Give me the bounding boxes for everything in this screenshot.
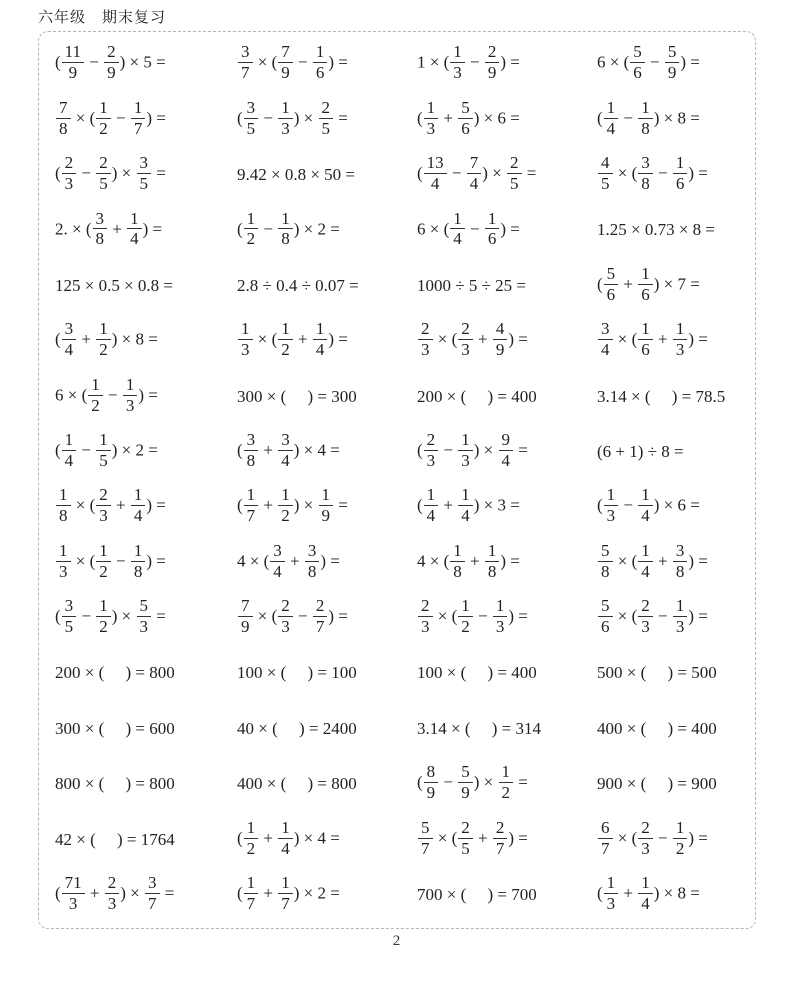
fraction: $\frac{1}{2}$ <box>244 210 259 249</box>
fraction: $\frac{1}{4}$ <box>62 431 77 470</box>
fraction: $\frac{5}{6}$ <box>630 43 645 82</box>
fraction: $\frac{2}{3}$ <box>418 597 433 636</box>
problem-cell-r8-c4: (6 + 1) ÷ 8 = <box>597 441 684 461</box>
fraction: $\frac{3}{5}$ <box>244 99 259 138</box>
fraction: $\frac{1}{3}$ <box>238 320 253 359</box>
problem-cell-r9-c1: $\frac{1}{8}$ × ( $\frac{2}{3}$ + $\frac{1}{4}$ ) = <box>55 487 237 526</box>
fraction: $\frac{5}{6}$ <box>604 265 619 304</box>
fraction: $\frac{1}{3}$ <box>450 43 465 82</box>
problem-cell-r14-c1: 800 × ( ) = 800 <box>55 774 175 794</box>
problem-cell-r1-c2: $\frac{3}{7}$ × ( $\frac{7}{9}$ − $\frac{1}{6}$ ) = <box>237 44 417 83</box>
problem-cell-r13-c3: 3.14 × ( ) = 314 <box>417 718 541 738</box>
fraction: $\frac{1}{2}$ <box>96 597 111 636</box>
fraction: $\frac{1}{3}$ <box>673 320 688 359</box>
problem-cell-r11-c3: $\frac{2}{3}$ × ( $\frac{1}{2}$ − $\frac{1}{3}$ ) = <box>417 598 597 637</box>
fraction: $\frac{1}{8}$ <box>56 486 71 525</box>
fraction: $\frac{1}{3}$ <box>123 376 138 415</box>
fraction: $\frac{2}{3}$ <box>105 874 120 913</box>
problem-cell-r5-c3: 1000 ÷ 5 ÷ 25 = <box>417 275 526 295</box>
fraction: $\frac{1}{6}$ <box>313 43 328 82</box>
problem-cell-r8-c2: ( $\frac{3}{8}$ + $\frac{3}{4}$ ) × 4 = <box>237 430 340 470</box>
problem-cell-r7-c1: 6 × ( $\frac{1}{2}$ − $\frac{1}{3}$ ) = <box>55 374 158 415</box>
fraction: $\frac{2}{3}$ <box>62 154 77 193</box>
fraction: $\frac{11}{9}$ <box>62 43 84 82</box>
fraction: $\frac{1}{8}$ <box>638 99 653 138</box>
fraction: $\frac{1}{3}$ <box>458 431 473 470</box>
fraction: $\frac{3}{8}$ <box>244 431 259 470</box>
problem-cell-r14-c4: 900 × ( ) = 900 <box>597 774 717 794</box>
fraction: $\frac{7}{4}$ <box>467 154 482 193</box>
fraction: $\frac{3}{8}$ <box>673 542 688 581</box>
problem-cell-r3-c1: ( $\frac{2}{3}$ − $\frac{2}{5}$ ) × $\frac{3}{5}$ = <box>55 153 166 193</box>
fraction: $\frac{2}{3}$ <box>638 597 653 636</box>
problem-cell-r9-c3: ( $\frac{1}{4}$ + $\frac{1}{4}$ ) × 3 = <box>417 485 520 526</box>
fraction: $\frac{1}{6}$ <box>485 210 500 249</box>
fraction: $\frac{1}{7}$ <box>244 874 259 913</box>
problem-cell-r10-c1: $\frac{1}{3}$ × ( $\frac{1}{2}$ − $\frac{1}{8}$ ) = <box>55 543 237 582</box>
problem-cell-r12-c4: 500 × ( ) = 500 <box>597 663 717 683</box>
fraction: $\frac{2}{5}$ <box>319 99 334 138</box>
problem-cell-r15-c4: $\frac{6}{7}$ × ( $\frac{2}{3}$ − $\frac{1}{2}$ ) = <box>597 820 753 859</box>
fraction: $\frac{2}{5}$ <box>507 154 522 193</box>
fraction: $\frac{1}{2}$ <box>96 320 111 359</box>
problem-cell-r3-c2: 9.42 × 0.8 × 50 = <box>237 164 356 184</box>
problem-cell-r6-c3: $\frac{2}{3}$ × ( $\frac{2}{3}$ + $\frac{4}{9}$ ) = <box>417 321 597 360</box>
fraction: $\frac{1}{4}$ <box>638 486 653 525</box>
page-number: 2 <box>392 933 401 949</box>
fraction: $\frac{3}{5}$ <box>137 154 152 193</box>
fraction: $\frac{2}{5}$ <box>96 154 111 193</box>
fraction: $\frac{1}{4}$ <box>313 320 328 359</box>
fraction: $\frac{7}{9}$ <box>238 597 253 636</box>
fraction: $\frac{3}{8}$ <box>93 210 108 249</box>
problem-cell-r12-c3: 100 × ( ) = 400 <box>417 663 537 683</box>
fraction: $\frac{1}{2}$ <box>88 376 103 415</box>
problem-cell-r4-c2: ( $\frac{1}{2}$ − $\frac{1}{8}$ ) × 2 = <box>237 208 340 249</box>
problem-cell-r16-c2: ( $\frac{1}{7}$ + $\frac{1}{7}$ ) × 2 = <box>237 873 340 914</box>
fraction: $\frac{3}{4}$ <box>278 431 293 470</box>
fraction: $\frac{3}{7}$ <box>238 43 253 82</box>
fraction: $\frac{2}{5}$ <box>458 819 473 858</box>
fraction: $\frac{1}{8}$ <box>450 542 465 581</box>
worksheet-panel <box>38 31 756 929</box>
fraction: $\frac{1}{3}$ <box>604 874 619 913</box>
problem-cell-r7-c2: 300 × ( ) = 300 <box>237 386 357 406</box>
problem-cell-r10-c3: 4 × ( $\frac{1}{8}$ + $\frac{1}{8}$ ) = <box>417 540 520 581</box>
problem-cell-r6-c1: ( $\frac{3}{4}$ + $\frac{1}{2}$ ) × 8 = <box>55 319 158 360</box>
problem-cell-r6-c4: $\frac{3}{4}$ × ( $\frac{1}{6}$ + $\frac{1}{3}$ ) = <box>597 321 753 360</box>
problem-cell-r12-c2: 100 × ( ) = 100 <box>237 663 357 683</box>
fraction: $\frac{1}{3}$ <box>424 99 439 138</box>
fraction: $\frac{5}{6}$ <box>598 597 613 636</box>
fraction: $\frac{5}{9}$ <box>458 763 473 802</box>
fraction: $\frac{1}{4}$ <box>424 486 439 525</box>
fraction: $\frac{1}{5}$ <box>96 431 111 470</box>
problem-cell-r8-c1: ( $\frac{1}{4}$ − $\frac{1}{5}$ ) × 2 = <box>55 430 158 470</box>
fraction: $\frac{2}{3}$ <box>638 819 653 858</box>
fraction: $\frac{5}{9}$ <box>665 43 680 82</box>
fraction: $\frac{1}{4}$ <box>131 486 146 525</box>
fraction: $\frac{1}{2}$ <box>673 819 688 858</box>
problem-cell-r13-c1: 300 × ( ) = 600 <box>55 718 175 738</box>
fraction: $\frac{1}{4}$ <box>278 819 293 858</box>
problem-cell-r1-c4: 6 × ( $\frac{5}{6}$ − $\frac{5}{9}$ ) = <box>597 42 700 83</box>
fraction: $\frac{1}{7}$ <box>278 874 293 913</box>
fraction: $\frac{3}{8}$ <box>638 154 653 193</box>
problem-cell-r5-c1: 125 × 0.5 × 0.8 = <box>55 275 174 295</box>
problem-cell-r14-c2: 400 × ( ) = 800 <box>237 774 357 794</box>
problem-cell-r7-c4: 3.14 × ( ) = 78.5 <box>597 386 726 406</box>
fraction: $\frac{5}{3}$ <box>137 597 152 636</box>
fraction: $\frac{7}{8}$ <box>56 99 71 138</box>
fraction: $\frac{4}{9}$ <box>493 320 508 359</box>
fraction: $\frac{1}{3}$ <box>493 597 508 636</box>
problems-grid <box>39 32 755 922</box>
problem-cell-r2-c2: ( $\frac{3}{5}$ − $\frac{1}{3}$ ) × $\frac{2}{5}$ = <box>237 97 348 138</box>
fraction: $\frac{1}{4}$ <box>604 99 619 138</box>
fraction: $\frac{1}{8}$ <box>278 210 293 249</box>
fraction: $\frac{1}{9}$ <box>319 486 334 525</box>
fraction: $\frac{1}{2}$ <box>96 542 111 581</box>
fraction: $\frac{6}{7}$ <box>598 819 613 858</box>
problem-cell-r3-c4: $\frac{4}{5}$ × ( $\frac{3}{8}$ − $\frac{1}{6}$ ) = <box>597 155 753 194</box>
problem-cell-r6-c2: $\frac{1}{3}$ × ( $\frac{1}{2}$ + $\frac{1}{4}$ ) = <box>237 321 417 360</box>
fraction: $\frac{1}{2}$ <box>278 320 293 359</box>
fraction: $\frac{1}{6}$ <box>673 154 688 193</box>
problem-cell-r10-c4: $\frac{5}{8}$ × ( $\frac{1}{4}$ + $\frac{3}{8}$ ) = <box>597 543 753 582</box>
problem-cell-r4-c1: 2. × ( $\frac{3}{8}$ + $\frac{1}{4}$ ) = <box>55 208 163 249</box>
problem-cell-r5-c4: ( $\frac{5}{6}$ + $\frac{1}{6}$ ) × 7 = <box>597 263 700 304</box>
fraction: $\frac{5}{8}$ <box>598 542 613 581</box>
problem-cell-r15-c2: ( $\frac{1}{2}$ + $\frac{1}{4}$ ) × 4 = <box>237 817 340 858</box>
fraction: $\frac{1}{2}$ <box>458 597 473 636</box>
problem-cell-r7-c3: 200 × ( ) = 400 <box>417 386 537 406</box>
fraction: $\frac{3}{8}$ <box>305 542 320 581</box>
fraction: $\frac{3}{4}$ <box>62 320 77 359</box>
problem-cell-r4-c4: 1.25 × 0.73 × 8 = <box>597 220 716 240</box>
fraction: $\frac{2}{7}$ <box>313 597 328 636</box>
problem-cell-r14-c3: ( $\frac{8}{9}$ − $\frac{5}{9}$ ) × $\frac{1}{2}$ = <box>417 762 528 803</box>
page-header-title: 六年级 期末复习 <box>38 9 167 26</box>
fraction: $\frac{1}{4}$ <box>638 542 653 581</box>
fraction: $\frac{1}{2}$ <box>278 486 293 525</box>
fraction: $\frac{3}{4}$ <box>270 542 285 581</box>
problem-cell-r12-c1: 200 × ( ) = 800 <box>55 663 175 683</box>
fraction: $\frac{1}{8}$ <box>131 542 146 581</box>
problem-cell-r4-c3: 6 × ( $\frac{1}{4}$ − $\frac{1}{6}$ ) = <box>417 208 520 249</box>
fraction: $\frac{2}{9}$ <box>104 43 119 82</box>
fraction: $\frac{3}{7}$ <box>145 874 160 913</box>
fraction: $\frac{1}{4}$ <box>458 486 473 525</box>
problem-cell-r5-c2: 2.8 ÷ 0.4 ÷ 0.07 = <box>237 275 359 295</box>
fraction: $\frac{5}{6}$ <box>458 99 473 138</box>
problem-cell-r1-c1: ( $\frac{11}{9}$ − $\frac{2}{9}$ ) × 5 = <box>55 42 166 83</box>
problem-cell-r15-c3: $\frac{5}{7}$ × ( $\frac{2}{5}$ + $\frac{2}{7}$ ) = <box>417 820 597 859</box>
fraction: $\frac{1}{8}$ <box>485 542 500 581</box>
problem-cell-r10-c2: 4 × ( $\frac{3}{4}$ + $\frac{3}{8}$ ) = <box>237 540 340 581</box>
problem-cell-r13-c2: 40 × ( ) = 2400 <box>237 718 357 738</box>
fraction: $\frac{1}{7}$ <box>131 99 146 138</box>
problem-cell-r16-c3: 700 × ( ) = 700 <box>417 885 537 905</box>
problem-cell-r11-c2: $\frac{7}{9}$ × ( $\frac{2}{3}$ − $\frac{2}{7}$ ) = <box>237 598 417 637</box>
fraction: $\frac{1}{4}$ <box>127 210 142 249</box>
fraction: $\frac{1}{3}$ <box>278 99 293 138</box>
problem-cell-r8-c3: ( $\frac{2}{3}$ − $\frac{1}{3}$ ) × $\frac{9}{4}$ = <box>417 430 528 470</box>
problem-cell-r13-c4: 400 × ( ) = 400 <box>597 718 717 738</box>
problem-cell-r1-c3: 1 × ( $\frac{1}{3}$ − $\frac{2}{9}$ ) = <box>417 42 520 83</box>
fraction: $\frac{1}{3}$ <box>673 597 688 636</box>
fraction: $\frac{4}{5}$ <box>598 154 613 193</box>
fraction: $\frac{1}{2}$ <box>96 99 111 138</box>
fraction: $\frac{1}{2}$ <box>499 763 514 802</box>
problem-cell-r16-c4: ( $\frac{1}{3}$ + $\frac{1}{4}$ ) × 8 = <box>597 873 700 914</box>
problem-cell-r9-c2: ( $\frac{1}{7}$ + $\frac{1}{2}$ ) × $\frac{1}{9}$ = <box>237 485 348 526</box>
problem-cell-r9-c4: ( $\frac{1}{3}$ − $\frac{1}{4}$ ) × 6 = <box>597 485 700 526</box>
fraction: $\frac{2}{3}$ <box>424 431 439 470</box>
fraction: $\frac{1}{7}$ <box>244 486 259 525</box>
fraction: $\frac{9}{4}$ <box>499 431 514 470</box>
fraction: $\frac{1}{6}$ <box>638 320 653 359</box>
fraction: $\frac{1}{2}$ <box>244 819 259 858</box>
fraction: $\frac{2}{3}$ <box>278 597 293 636</box>
fraction: $\frac{2}{3}$ <box>458 320 473 359</box>
fraction: $\frac{1}{6}$ <box>638 265 653 304</box>
fraction: $\frac{2}{9}$ <box>485 43 500 82</box>
problem-cell-r3-c3: ( $\frac{13}{4}$ − $\frac{7}{4}$ ) × $\frac{2}{5}$ = <box>417 153 537 193</box>
fraction: $\frac{8}{9}$ <box>424 763 439 802</box>
problem-cell-r15-c1: 42 × ( ) = 1764 <box>55 829 175 849</box>
fraction: $\frac{3}{4}$ <box>598 320 613 359</box>
fraction: $\frac{13}{4}$ <box>424 154 447 193</box>
fraction: $\frac{1}{3}$ <box>604 486 619 525</box>
fraction: $\frac{5}{7}$ <box>418 819 433 858</box>
fraction: $\frac{1}{3}$ <box>56 542 71 581</box>
fraction: $\frac{2}{3}$ <box>418 320 433 359</box>
problem-cell-r2-c4: ( $\frac{1}{4}$ − $\frac{1}{8}$ ) × 8 = <box>597 97 700 138</box>
problem-cell-r2-c3: ( $\frac{1}{3}$ + $\frac{5}{6}$ ) × 6 = <box>417 97 520 138</box>
fraction: $\frac{3}{5}$ <box>62 597 77 636</box>
fraction: $\frac{2}{7}$ <box>493 819 508 858</box>
problem-cell-r2-c1: $\frac{7}{8}$ × ( $\frac{1}{2}$ − $\frac{1}{7}$ ) = <box>55 100 237 139</box>
problem-cell-r11-c1: ( $\frac{3}{5}$ − $\frac{1}{2}$ ) × $\frac{5}{3}$ = <box>55 596 166 637</box>
fraction: $\frac{71}{3}$ <box>62 874 85 913</box>
fraction: $\frac{2}{3}$ <box>96 486 111 525</box>
problem-cell-r11-c4: $\frac{5}{6}$ × ( $\frac{2}{3}$ − $\frac{1}{3}$ ) = <box>597 598 753 637</box>
problem-cell-r16-c1: ( $\frac{71}{3}$ + $\frac{2}{3}$ ) × $\frac{3}{7}$ = <box>55 873 175 914</box>
fraction: $\frac{1}{4}$ <box>450 210 465 249</box>
fraction: $\frac{1}{4}$ <box>638 874 653 913</box>
fraction: $\frac{7}{9}$ <box>278 43 293 82</box>
